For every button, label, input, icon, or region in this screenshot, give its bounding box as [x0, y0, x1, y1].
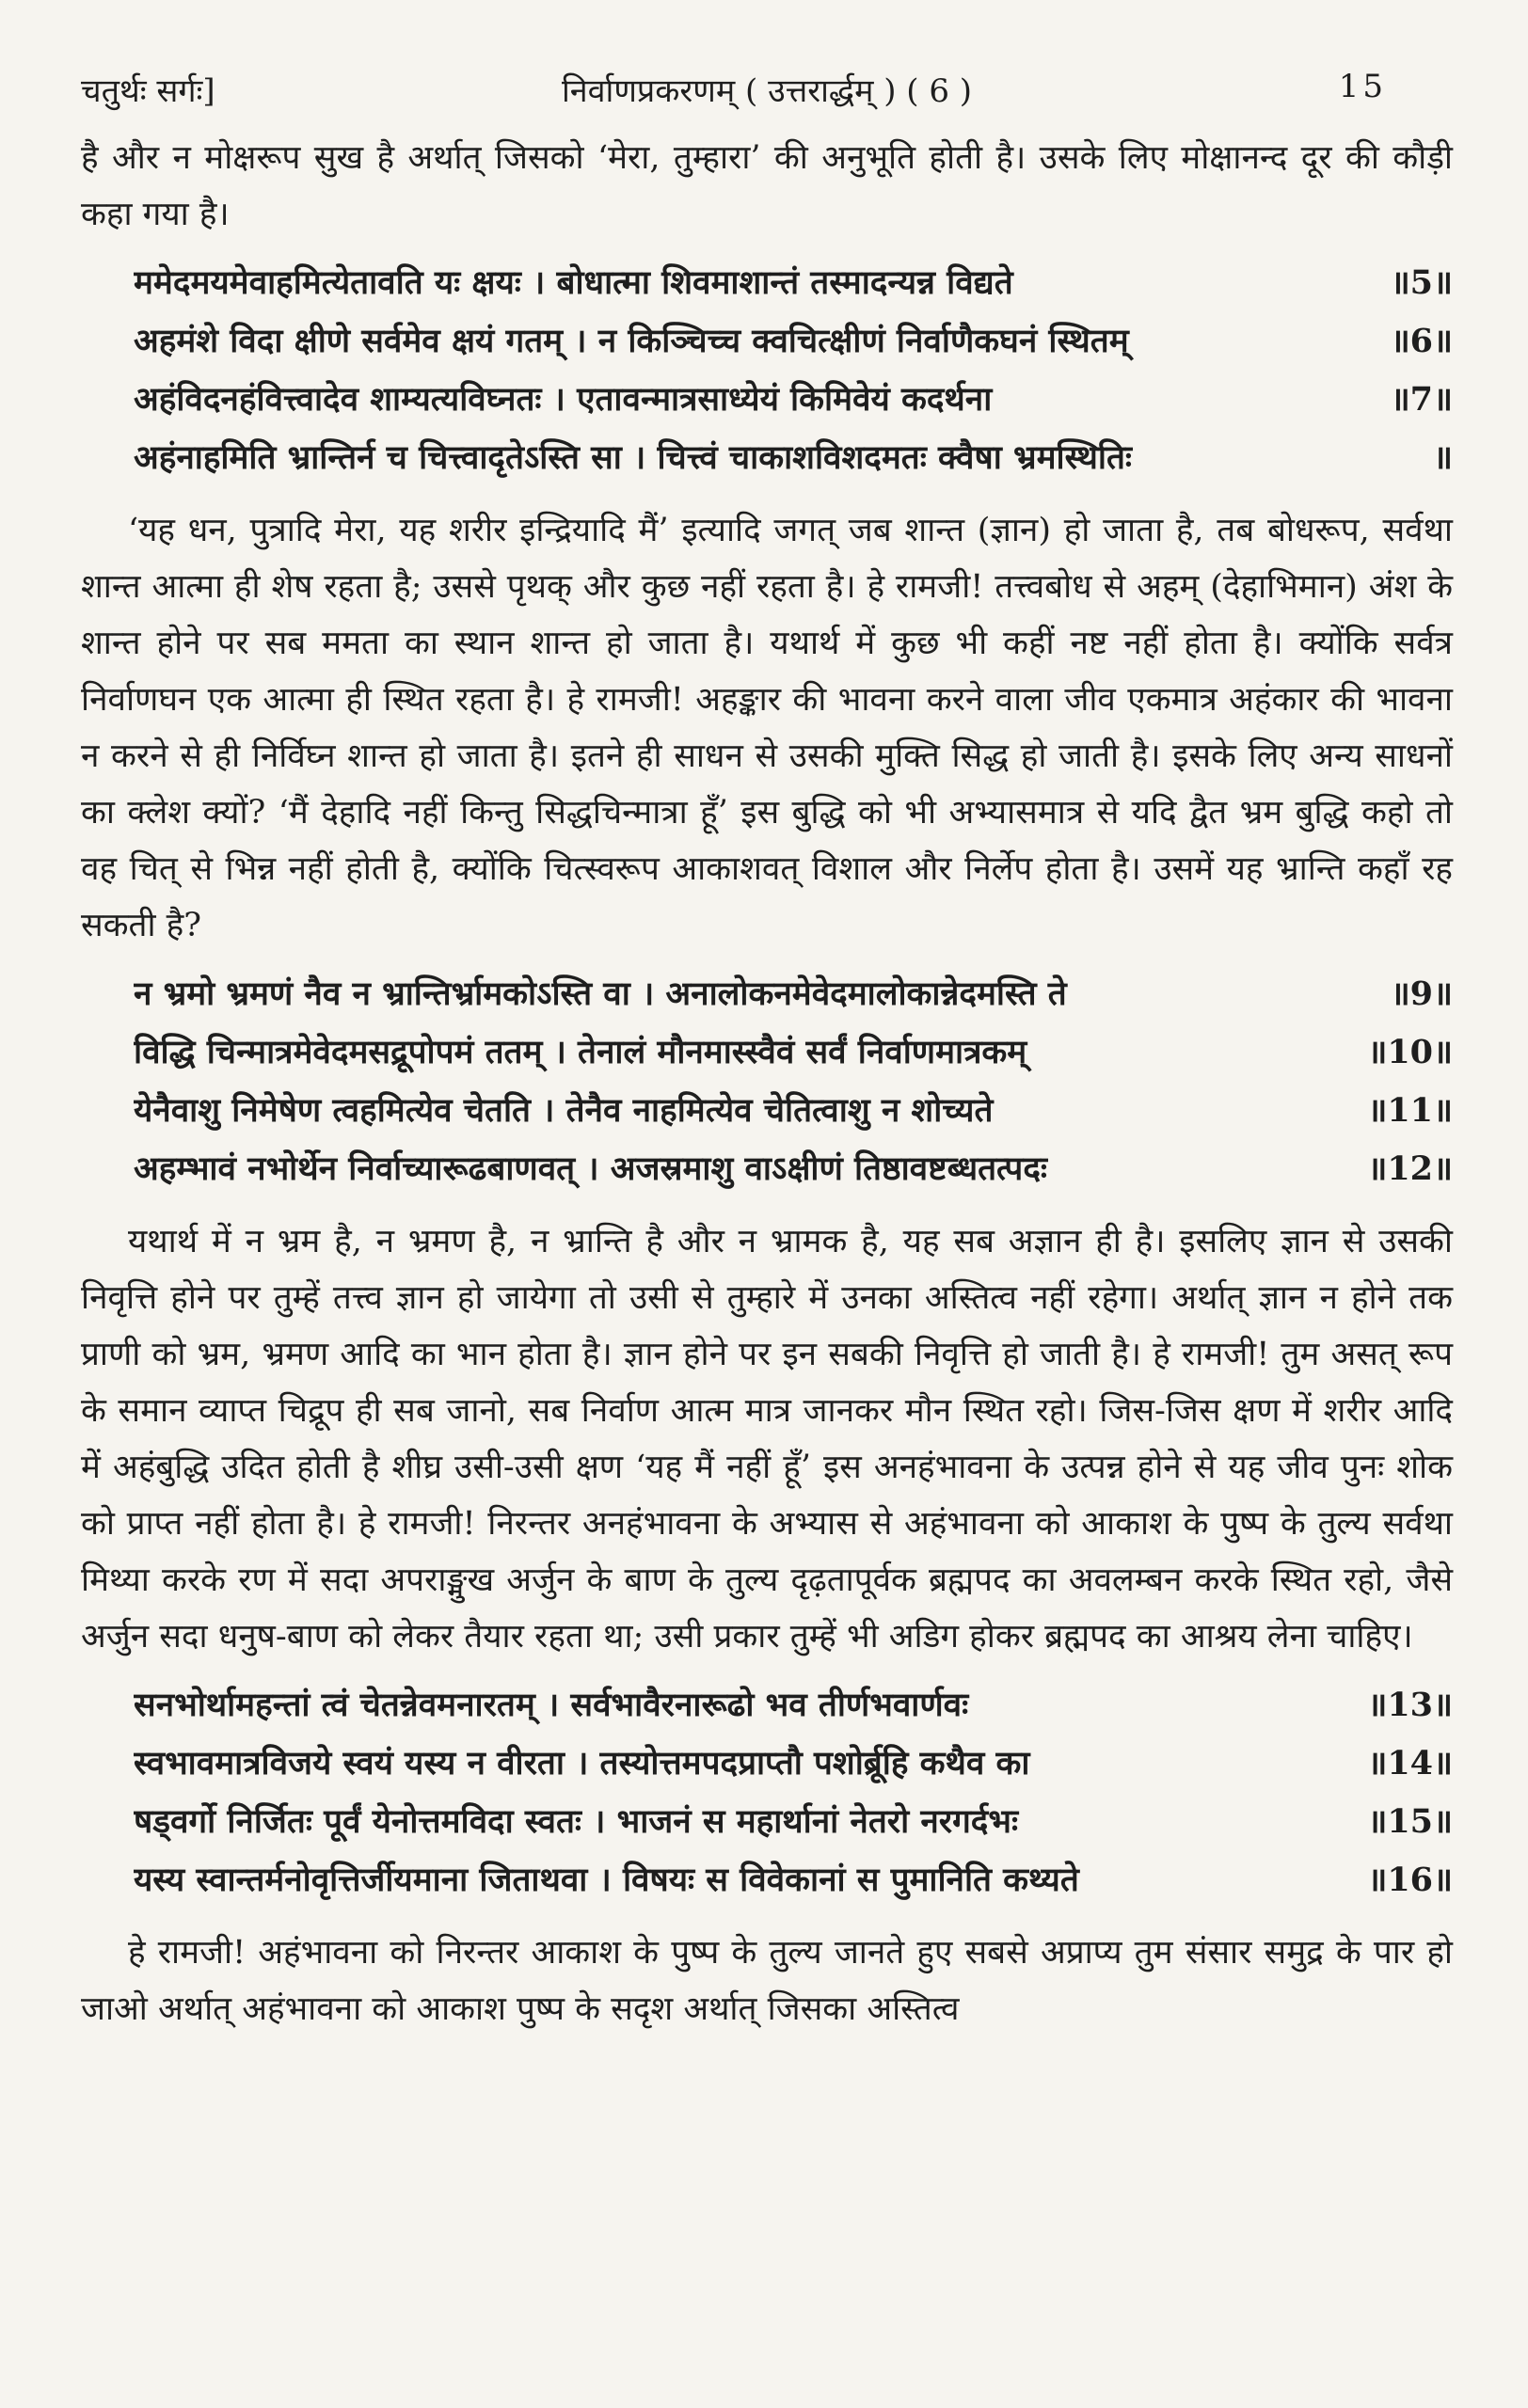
verse-line: [134, 254, 1453, 312]
verse-line: [134, 1851, 1453, 1909]
paragraph-commentary-2: यथार्थ में न भ्रम है, न भ्रमण है, न भ्रान्ति है और न भ्रामक है, यह सब अज्ञान ही है। इसलिए ज्ञान से उसकी निवृत्ति होने पर तुम्हें तत्त्व ज्ञान हो जायेगा तो उसी से तुम्हारे में उनका अस्तित्व नहीं रहेगा। अर्थात् ज्ञान न होने तक प्राणी को भ्रम, भ्रमण आदि का भान होता है। ज्ञान होने पर इन सबकी निवृत्ति हो जाती है। हे रामजी! तुम असत् रूप के समान व्याप्त चिद्रूप ही सब जानो, सब निर्वाण आत्म मात्र जानकर मौन स्थित रहो। जिस-जिस क्षण में शरीर आदि में अहंबुद्धि उदित होती है शीघ्र उसी-उसी क्षण ‘यह मैं नहीं हूँ’ इस अनहंभावना के उत्पन्न होने से यह जीव पुनः शोक को प्राप्त नहीं होता है। हे रामजी! निरन्तर अनहंभावना के अभ्यास से अहंभावना को आकाश के पुष्प के तुल्य सर्वथा मिथ्या करके रण में सदा अपराङ्मुख अर्जुन के बाण के तुल्य दृढ़तापूर्वक ब्रह्मपद का अवलम्बन करके स्थित रहो, जैसे अर्जुन सदा धनुष-बाण को लेकर तैयार रहता था; उसी प्रकार तुम्हें भी अडिग होकर ब्रह्मपद का आश्रय लेना चाहिए।: [81, 1223, 1453, 1656]
verse-text: स्वभावमात्रविजये स्वयं यस्य न वीरता । तस्योत्तमपदप्राप्तौ पशोर्ब्रूहि कथैव का: [134, 1744, 1030, 1782]
verse-number: ॥5॥: [1390, 263, 1453, 302]
verse-text: अहमंशे विदा क्षीणे सर्वमेव क्षयं गतम् । न किञ्चिच्च क्वचित्क्षीणं निर्वाणैकघनं स्थितम्: [134, 322, 1129, 360]
verse-line: [134, 1023, 1453, 1082]
verse-number: ॥9॥: [1390, 974, 1453, 1013]
verse-line: [134, 1140, 1453, 1198]
verse-text: येनैवाशु निमेषेण त्वहमित्येव चेतति । तेनैव नाहमित्येव चेतित्वाशु न शोच्यते: [134, 1091, 994, 1130]
verse-number: ॥: [1433, 438, 1453, 477]
verse-line: [134, 371, 1453, 429]
verse-line: [134, 312, 1453, 371]
verse-text: न भ्रमो भ्रमणं नैव न भ्रान्तिर्भ्रामकोऽस्ति वा । अनालोकनमेवेदमालोकान्नेदमस्ति ते: [134, 974, 1067, 1013]
verse-number: ॥11॥: [1367, 1091, 1453, 1130]
verse-text: अहंनाहमिति भ्रान्तिर्न च चित्त्वादृतेऽस्ति सा । चित्त्वं चाकाशविशदमतः क्वैषा भ्रमस्थितिः: [134, 438, 1132, 477]
verse-block-1: [81, 254, 1453, 487]
paragraph-commentary-1: ‘यह धन, पुत्रादि मेरा, यह शरीर इन्द्रियादि मैं’ इत्यादि जगत् जब शान्त (ज्ञान) हो जाता है, तब बोधरूप, सर्वथा शान्त आत्मा ही शेष रहता है; उससे पृथक् और कुछ नहीं रहता है। हे रामजी! तत्त्वबोध से अहम् (देहाभिमान) अंश के शान्त होने पर सब ममता का स्थान शान्त हो जाता है। यथार्थ में कुछ भी कहीं नष्ट नहीं होता है। क्योंकि सर्वत्र निर्वाणघन एक आत्मा ही स्थित रहता है। हे रामजी! अहङ्कार की भावना करने वाला जीव एकमात्र अहंकार की भावना न करने से ही निर्विघ्न शान्त हो जाता है। इतने ही साधन से उसकी मुक्ति सिद्ध हो जाती है। इसके लिए अन्य साधनों का क्लेश क्यों? ‘मैं देहादि नहीं किन्तु सिद्धचिन्मात्रा हूँ’ इस बुद्धि को भी अभ्यासमात्र से यदि द्वैत भ्रम बुद्धि कहो तो वह चित् से भिन्न नहीं होती है, क्योंकि चित्स्वरूप आकाशवत् विशाल और निर्लेप होता है। उसमें यह भ्रान्ति कहाँ रह सकती है?: [81, 512, 1454, 944]
verse-number: ॥7॥: [1390, 380, 1453, 419]
paragraph-intro: है और न मोक्षरूप सुख है अर्थात् जिसको ‘मेरा, तुम्हारा’ की अनुभूति होती है। उसके लिए मोक्षानन्द दूर की कौड़ी कहा गया है।: [81, 139, 1453, 233]
verse-text: सनभोर्थामहन्तां त्वं चेतन्नेवमनारतम् । सर्वभावैरनारूढो भव तीर्णभवार्णवः: [134, 1686, 969, 1724]
verse-block-3: [81, 1676, 1453, 1909]
verse-text: अहंविदनहंवित्त्वादेव शाम्यत्यविघ्नतः । एतावन्मात्रसाध्येयं किमिवेयं कदर्थना: [134, 380, 993, 419]
verse-line: [134, 1082, 1453, 1140]
running-header: [81, 56, 1453, 126]
verse-line: [134, 1735, 1453, 1793]
verse-number: ॥13॥: [1367, 1686, 1453, 1724]
verse-text: यस्य स्वान्तर्मनोवृत्तिर्जीयमाना जिताथवा । विषयः स विवेकानां स पुमानिति कथ्यते: [134, 1861, 1079, 1899]
verse-line: [134, 1676, 1453, 1735]
verse-text: विद्धि चिन्मात्रमेवेदमसद्रूपोपमं ततम् । तेनालं मौनमास्स्वैवं सर्वं निर्वाणमात्रकम्: [134, 1033, 1027, 1071]
verse-line: [134, 429, 1453, 487]
verse-number: ॥14॥: [1367, 1744, 1453, 1782]
page-number: 15: [1338, 68, 1387, 105]
verse-block-2: [81, 965, 1453, 1198]
verse-number: ॥16॥: [1367, 1861, 1453, 1899]
chapter-label: चतुर्थः सर्गः]: [81, 72, 215, 110]
book-title: निर्वाणप्रकरणम् ( उत्तरार्द्धम् ) ( 6 ): [561, 72, 973, 110]
verse-number: ॥10॥: [1367, 1033, 1453, 1071]
verse-text: अहम्भावं नभोर्थेन निर्वाच्यारूढबाणवत् । अजस्रमाशु वाऽक्षीणं तिष्ठावष्टब्धतत्पदः: [134, 1149, 1047, 1188]
verse-text: ममेदमयमेवाहमित्येतावति यः क्षयः । बोधात्मा शिवमाशान्तं तस्मादन्यन्न विद्यते: [134, 263, 1013, 302]
verse-text: षड्वर्गो निर्जितः पूर्वं येनोत्तमविदा स्वतः । भाजनं स महार्थानां नेतरो नरगर्दभः: [134, 1802, 1019, 1841]
verse-number: ॥15॥: [1367, 1802, 1453, 1841]
verse-number: ॥6॥: [1390, 322, 1453, 360]
paragraph-commentary-3: हे रामजी! अहंभावना को निरन्तर आकाश के पुष्प के तुल्य जानते हुए सबसे अप्राप्य तुम संसार समुद्र के पार हो जाओ अर्थात् अहंभावना को आकाश पुष्प के सदृश अर्थात् जिसका अस्तित्व: [81, 1934, 1453, 2028]
verse-number: ॥12॥: [1367, 1149, 1453, 1188]
verse-line: [134, 965, 1453, 1023]
verse-line: [134, 1793, 1453, 1851]
